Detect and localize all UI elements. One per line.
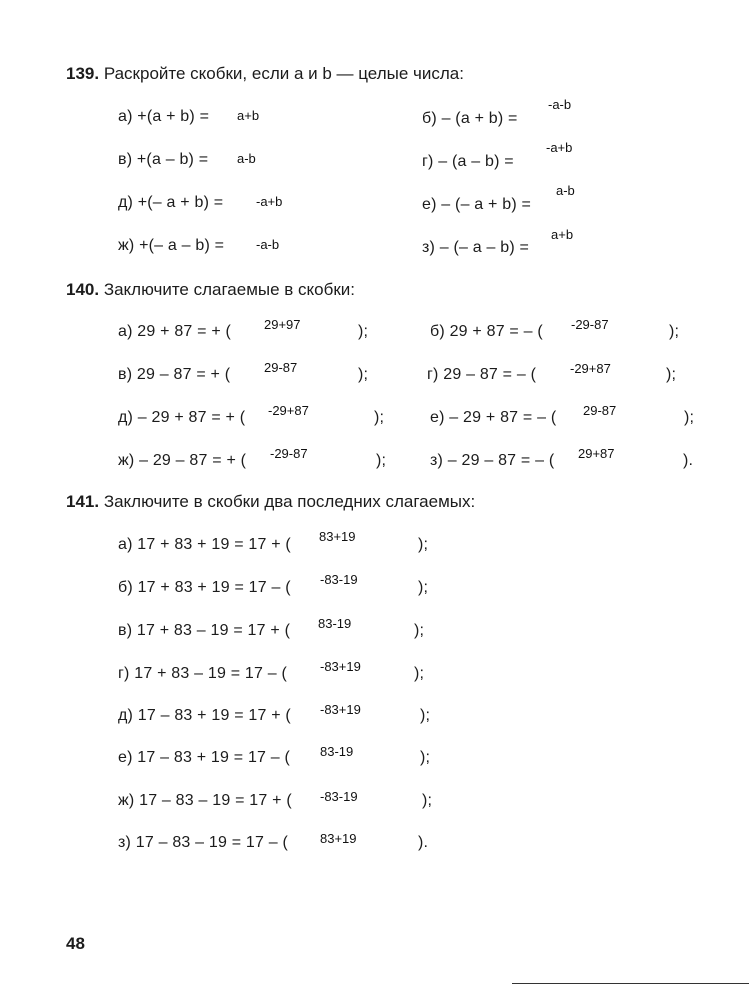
exercise-140-number: 140.: [66, 280, 100, 299]
ex139-answer-v: a-b: [237, 151, 256, 166]
ex139-row-d: [118, 194, 223, 212]
ex141-answer-g: -83+19: [320, 659, 361, 674]
ex141-answer-e: 83-19: [320, 744, 354, 759]
ex139-answer-d: -a+b: [256, 194, 283, 209]
ex141-close-zh: );: [422, 792, 433, 809]
row-expression: +(– a + b) =: [137, 194, 224, 211]
row-expression: – (a – b) =: [438, 153, 514, 170]
row-label: в): [118, 151, 133, 168]
ex140-close-z: ).: [683, 452, 694, 469]
ex140-answer-b: -29-87: [571, 317, 609, 332]
ex139-row-a: [118, 108, 209, 126]
ex140-answer-g: -29+87: [570, 361, 611, 376]
ex139-answer-a: a+b: [237, 108, 260, 123]
row-expression: 17 + 83 + 19 = 17 + (: [137, 536, 291, 553]
ex141-answer-a: 83+19: [319, 529, 356, 544]
row-expression: 17 + 83 – 19 = 17 – (: [134, 665, 287, 682]
row-expression: 17 + 83 – 19 = 17 + (: [136, 622, 291, 639]
ex140-answer-d: -29+87: [268, 403, 309, 418]
row-label: д): [118, 707, 134, 724]
ex140-close-zh: );: [376, 452, 387, 469]
ex139-row-g: [422, 153, 514, 171]
row-expression: 17 + 83 + 19 = 17 – (: [137, 579, 291, 596]
ex141-close-v: );: [414, 622, 425, 639]
ex141-close-g: );: [414, 665, 425, 682]
ex139-row-zh: [118, 237, 224, 255]
ex141-row-g: [118, 665, 287, 683]
row-expression: – 29 + 87 = + (: [137, 409, 246, 426]
row-expression: +(a – b) =: [136, 151, 209, 168]
ex139-answer-zh: -a-b: [256, 237, 280, 252]
row-label: а): [118, 536, 133, 553]
ex140-answer-zh: -29-87: [270, 446, 308, 461]
ex141-row-v: [118, 622, 290, 640]
row-label: д): [118, 194, 134, 211]
ex140-row-zh: [118, 452, 246, 470]
row-label: ж): [118, 792, 135, 809]
ex140-close-b: );: [669, 323, 680, 340]
row-label: з): [422, 239, 436, 256]
ex140-row-d: [118, 409, 245, 427]
ex141-row-b: [118, 579, 291, 597]
ex140-answer-a: 29+97: [264, 317, 301, 332]
ex141-close-b: );: [418, 579, 429, 596]
ex141-row-e: [118, 749, 290, 767]
row-label: в): [118, 366, 133, 383]
row-label: е): [430, 409, 445, 426]
row-expression: – 29 + 87 = – (: [449, 409, 557, 426]
ex141-close-e: );: [420, 749, 431, 766]
row-label: а): [118, 108, 133, 125]
row-label: ж): [118, 452, 135, 469]
page-number: 48: [66, 934, 85, 953]
ex139-answer-e: a-b: [556, 183, 575, 198]
row-expression: 17 – 83 + 19 = 17 – (: [137, 749, 291, 766]
ex141-row-d: [118, 707, 291, 725]
row-expression: 17 – 83 – 19 = 17 – (: [135, 834, 289, 851]
ex140-close-a: );: [358, 323, 369, 340]
ex141-answer-b: -83-19: [320, 572, 358, 587]
ex141-answer-d: -83+19: [320, 702, 361, 717]
row-label: б): [430, 323, 445, 340]
row-label: а): [118, 323, 133, 340]
row-expression: +(a + b) =: [137, 108, 210, 125]
ex139-answer-g: -a+b: [546, 140, 573, 155]
ex140-row-z: [430, 452, 554, 470]
footer-rule: [512, 983, 749, 984]
ex141-row-z: [118, 834, 288, 852]
row-expression: – (– a + b) =: [441, 196, 532, 213]
exercise-139-heading: [66, 64, 464, 84]
ex140-row-v: [118, 366, 230, 384]
row-label: г): [427, 366, 439, 383]
row-label: г): [118, 665, 130, 682]
ex140-row-e: [430, 409, 556, 427]
row-expression: 29 + 87 = – (: [449, 323, 543, 340]
ex140-answer-e: 29-87: [583, 403, 617, 418]
row-label: в): [118, 622, 133, 639]
exercise-141-heading: [66, 492, 475, 512]
row-expression: – 29 – 87 = – (: [447, 452, 555, 469]
exercise-140-title: Заключите слагаемые в скобки:: [103, 280, 356, 299]
exercise-139-number: 139.: [66, 64, 100, 83]
row-expression: 29 – 87 = – (: [443, 366, 537, 383]
ex141-close-d: );: [420, 707, 431, 724]
ex141-close-z: ).: [418, 834, 429, 851]
ex139-row-e: [422, 196, 531, 214]
ex140-row-b: [430, 323, 543, 341]
exercise-140-heading: [66, 280, 355, 300]
row-expression: 29 + 87 = + (: [137, 323, 232, 340]
row-label: е): [422, 196, 437, 213]
ex141-row-a: [118, 536, 291, 554]
exercise-141-title: Заключите в скобки два последних слагаемых:: [103, 492, 476, 511]
row-expression: – (a + b) =: [441, 110, 518, 127]
ex140-row-a: [118, 323, 231, 341]
ex140-answer-v: 29-87: [264, 360, 298, 375]
ex141-row-zh: [118, 792, 292, 810]
row-expression: 29 – 87 = + (: [136, 366, 231, 383]
ex140-close-e: );: [684, 409, 695, 426]
row-label: д): [118, 409, 134, 426]
row-label: е): [118, 749, 133, 766]
row-expression: +(– a – b) =: [139, 237, 225, 254]
exercise-141-number: 141.: [66, 492, 100, 511]
row-label: з): [430, 452, 444, 469]
ex140-close-g: );: [666, 366, 677, 383]
exercise-139-title: Раскройте скобки, если a и b — целые числа:: [103, 64, 464, 83]
ex141-answer-v: 83-19: [318, 616, 352, 631]
ex141-answer-z: 83+19: [320, 831, 357, 846]
ex139-row-z: [422, 239, 529, 257]
row-label: ж): [118, 237, 135, 254]
ex139-row-v: [118, 151, 208, 169]
ex140-close-v: );: [358, 366, 369, 383]
ex140-answer-z: 29+87: [578, 446, 615, 461]
row-label: б): [118, 579, 133, 596]
row-expression: 17 – 83 – 19 = 17 + (: [139, 792, 292, 809]
row-label: б): [422, 110, 437, 127]
row-expression: 17 – 83 + 19 = 17 + (: [137, 707, 291, 724]
ex139-row-b: [422, 110, 518, 128]
row-expression: – (– a – b) =: [439, 239, 530, 256]
ex139-answer-z: a+b: [551, 227, 574, 242]
ex141-answer-zh: -83-19: [320, 789, 358, 804]
ex140-close-d: );: [374, 409, 385, 426]
row-label: г): [422, 153, 434, 170]
ex141-close-a: );: [418, 536, 429, 553]
row-expression: – 29 – 87 = + (: [139, 452, 247, 469]
ex139-answer-b: -a-b: [548, 97, 572, 112]
ex140-row-g: [427, 366, 536, 384]
row-label: з): [118, 834, 132, 851]
